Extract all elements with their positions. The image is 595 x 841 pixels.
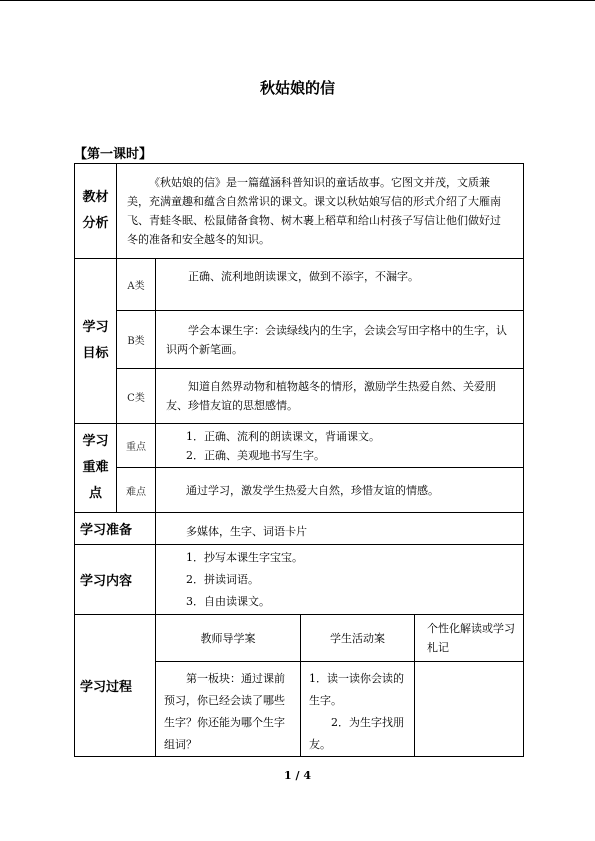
- content-item-1: 1．抄写本课生字宝宝。: [186, 550, 303, 564]
- key-point-label: 重点: [117, 424, 156, 468]
- goal-b-text: 学会本课生字：会读绿线内的生字，会读会写田字格中的生字，认识两个新笔画。: [156, 311, 524, 369]
- analysis-text: 《秋姑娘的信》是一篇蕴涵科普知识的童话故事。它图文并茂，文质兼美，充满童趣和蕴含自然常识的课文。课文以秋姑娘写信的形式介绍了大雁南飞、青蛙冬眠、松鼠储备食物、树木裹上稻草和给山村孩子写信让他们做好过冬的准备和安全越冬的知识。: [117, 164, 524, 259]
- section-heading: 【第一课时】: [74, 147, 153, 162]
- analysis-label-line2: 分析: [82, 216, 109, 231]
- key-point-row: [75, 424, 524, 468]
- content-item-2: 2．拼读词语。: [186, 572, 259, 586]
- goals-label: [75, 259, 117, 424]
- goal-a-text: 正确、流利地朗读课文，做到不添字，不漏字。: [156, 259, 524, 311]
- key-point-list: [156, 424, 524, 468]
- prep-text: 多媒体，生字、词语卡片: [156, 513, 524, 545]
- goal-c-label: C类: [117, 369, 156, 424]
- student-activity-item-1: 1．读一读你会读的生字。: [309, 672, 404, 707]
- teacher-plan-text: 第一板块：通过课前预习，你已经会读了哪些生字？你还能为哪个生字组词？: [156, 662, 301, 757]
- content-item-3: 3．自由读课文。: [186, 594, 270, 608]
- keypoints-label-line3: 点: [88, 486, 102, 501]
- student-activity-list: [301, 662, 415, 757]
- content-row: [75, 545, 524, 615]
- content-label: 学习内容: [75, 545, 156, 615]
- key-point-item-2: 2．正确、美观地书写生字。: [186, 448, 325, 462]
- teacher-column-header: 教师导学案: [156, 615, 301, 662]
- keypoints-label-line2: 重难: [82, 460, 109, 475]
- goal-b-row: [75, 311, 524, 369]
- personal-notes-cell[interactable]: [415, 662, 524, 757]
- content-list: [156, 545, 524, 615]
- prep-label: 学习准备: [75, 513, 156, 545]
- goal-a-row: [75, 259, 524, 311]
- goal-c-row: [75, 369, 524, 424]
- analysis-row: [75, 164, 524, 259]
- analysis-label-line1: 教材: [82, 190, 109, 205]
- keypoints-label-line1: 学习: [82, 434, 109, 449]
- hard-point-label: 难点: [117, 468, 156, 513]
- student-activity-item-2: 2．为生字找朋友。: [309, 716, 404, 751]
- keypoints-label: [75, 424, 117, 513]
- goals-label-line2: 目标: [82, 346, 109, 361]
- page-number: 1 / 4: [284, 769, 311, 782]
- personal-column-header: 个性化解读或学习札记: [415, 615, 524, 662]
- hard-point-text: 通过学习，激发学生热爱大自然，珍惜友谊的情感。: [156, 468, 524, 513]
- goals-label-line1: 学习: [82, 320, 109, 335]
- top-rule: [0, 0, 595, 1]
- process-header-row: [75, 615, 524, 662]
- prep-row: [75, 513, 524, 545]
- goal-b-label: B类: [117, 311, 156, 369]
- goal-a-label: A类: [117, 259, 156, 311]
- student-column-header: 学生活动案: [301, 615, 415, 662]
- hard-point-row: [75, 468, 524, 513]
- lesson-plan-table: [74, 163, 524, 757]
- key-point-item-1: 1．正确、流利的朗读课文，背诵课文。: [186, 429, 380, 443]
- page-title: 秋姑娘的信: [259, 79, 335, 97]
- process-label: 学习过程: [75, 615, 156, 757]
- goal-c-text: 知道自然界动物和植物越冬的情形，激励学生热爱自然、关爱朋友、珍惜友谊的思想感情。: [156, 369, 524, 424]
- analysis-label: [75, 164, 117, 259]
